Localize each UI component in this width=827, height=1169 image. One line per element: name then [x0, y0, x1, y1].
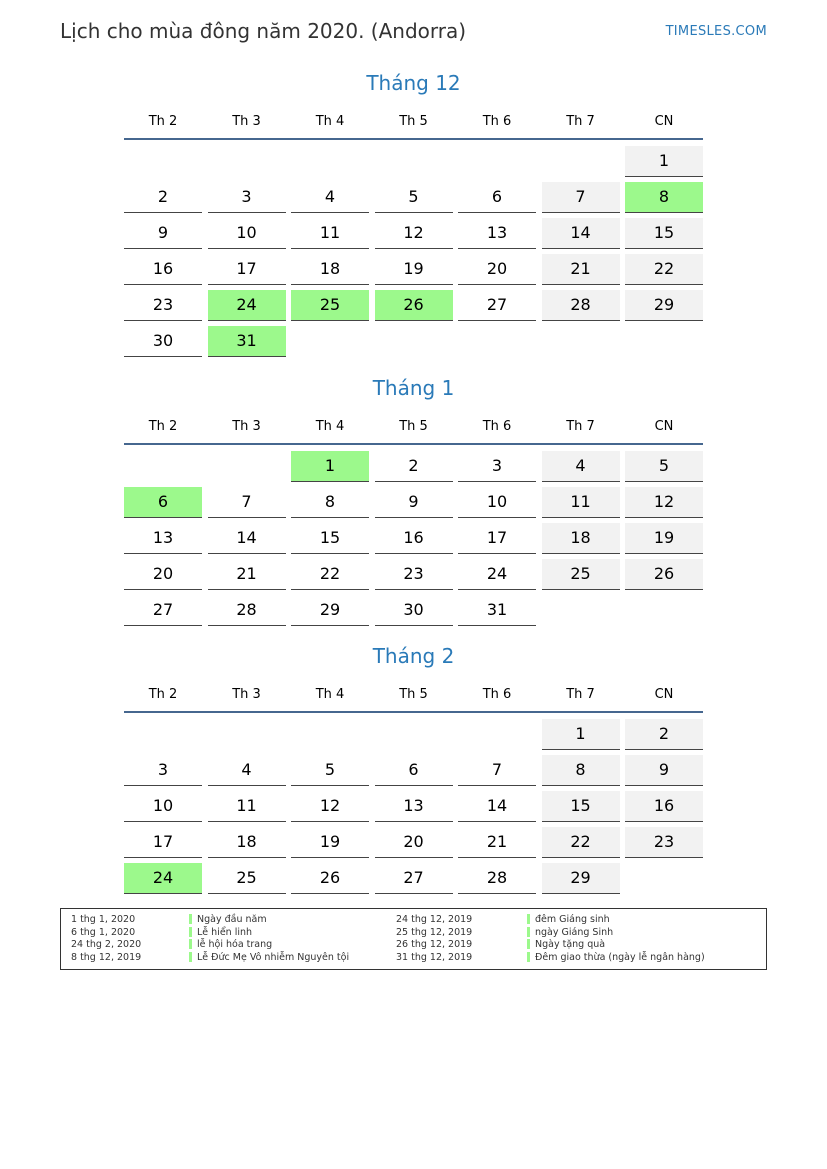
empty-day-cell [375, 326, 453, 356]
day-cell: 3 [124, 755, 202, 786]
weekday-label: Th 3 [232, 113, 261, 129]
legend-holiday-name: Ngày đầu năm [197, 914, 267, 925]
legend-date: 24 thg 12, 2019 [396, 914, 473, 925]
legend-holiday-marker [189, 914, 192, 966]
week-row [124, 594, 703, 630]
week-row [124, 826, 703, 862]
day-cell: 2 [375, 451, 453, 482]
legend-date: 1 thg 1, 2020 [71, 914, 136, 925]
weekday-label: Th 5 [399, 113, 428, 129]
month-calendar [124, 641, 703, 898]
week-row [124, 862, 703, 898]
day-cell: 28 [542, 290, 620, 321]
day-cell: 7 [458, 755, 536, 786]
day-cell: 9 [625, 755, 703, 786]
day-cell: 29 [542, 863, 620, 894]
legend-date: 8 thg 12, 2019 [71, 952, 142, 964]
day-cell: 13 [375, 791, 453, 822]
weekday-label: CN [654, 418, 674, 434]
empty-day-cell [291, 146, 369, 176]
weekday-label: Th 3 [232, 418, 261, 434]
day-cell: 9 [124, 218, 202, 249]
empty-day-cell [124, 719, 202, 749]
empty-day-cell [375, 146, 453, 176]
day-cell: 8 [291, 487, 369, 518]
empty-day-cell [124, 451, 202, 481]
empty-day-cell [208, 451, 286, 481]
weekday-label: CN [654, 686, 674, 702]
empty-day-cell [458, 326, 536, 356]
day-cell: 7 [542, 182, 620, 213]
day-cell: 19 [375, 254, 453, 285]
weekday-label: Th 6 [482, 418, 512, 434]
week-row [124, 754, 703, 790]
day-cell: 10 [124, 791, 202, 822]
weekday-header [124, 681, 703, 707]
day-cell: 14 [458, 791, 536, 822]
day-cell: 15 [542, 791, 620, 822]
legend-date: 25 thg 12, 2019 [396, 926, 473, 938]
weekday-label: Th 5 [399, 686, 428, 702]
weekday-label: Th 2 [148, 418, 178, 434]
weekday-header [124, 108, 703, 134]
day-cell: 17 [458, 523, 536, 554]
empty-day-cell [625, 326, 703, 356]
legend-dates-right [396, 914, 472, 965]
legend-holiday-name: Ngày tặng quà [535, 939, 606, 951]
legend-holiday-name: đêm Giáng sinh [535, 914, 610, 925]
brand-link[interactable]: TIMESLES.COM [665, 24, 767, 39]
day-cell: 1 [625, 146, 703, 177]
day-cell: 5 [291, 755, 369, 786]
day-cell: 15 [291, 523, 369, 554]
holiday-day-cell: 6 [124, 487, 202, 518]
weekday-label: Th 4 [315, 686, 345, 702]
day-cell: 15 [625, 218, 703, 249]
legend-date: 24 thg 2, 2020 [71, 939, 142, 951]
empty-day-cell [375, 719, 453, 749]
day-cell: 19 [291, 827, 369, 858]
empty-day-cell [625, 595, 703, 625]
day-cell: 11 [291, 218, 369, 249]
day-cell: 14 [208, 523, 286, 554]
empty-day-cell [291, 719, 369, 749]
day-cell: 16 [124, 254, 202, 285]
weekday-label: Th 7 [566, 113, 595, 129]
legend-holiday-name: ngày Giáng Sinh [535, 926, 614, 938]
day-cell: 26 [625, 559, 703, 590]
day-cell: 17 [208, 254, 286, 285]
legend-holiday-marker [527, 914, 530, 966]
day-cell: 21 [458, 827, 536, 858]
empty-day-cell [208, 146, 286, 176]
day-cell: 9 [375, 487, 453, 518]
day-cell: 6 [375, 755, 453, 786]
day-cell: 23 [124, 290, 202, 321]
weekday-label: Th 4 [315, 418, 345, 434]
week-row [124, 325, 703, 361]
empty-day-cell [208, 719, 286, 749]
day-cell: 12 [291, 791, 369, 822]
day-cell: 2 [124, 182, 202, 213]
holiday-day-cell: 24 [124, 863, 202, 894]
day-cell: 25 [542, 559, 620, 590]
day-cell: 13 [458, 218, 536, 249]
day-cell: 7 [208, 487, 286, 518]
legend-names-left [197, 914, 349, 965]
day-cell: 20 [458, 254, 536, 285]
day-cell: 4 [542, 451, 620, 482]
empty-day-cell [542, 146, 620, 176]
holiday-day-cell: 26 [375, 290, 453, 321]
day-cell: 4 [291, 182, 369, 213]
week-row [124, 289, 703, 325]
day-cell: 10 [458, 487, 536, 518]
day-cell: 4 [208, 755, 286, 786]
legend-date: 6 thg 1, 2020 [71, 926, 136, 938]
day-cell: 21 [542, 254, 620, 285]
day-cell: 31 [458, 595, 536, 626]
header-divider [124, 711, 703, 713]
day-cell: 29 [625, 290, 703, 321]
page-title: Lịch cho mùa đông năm 2020. (Andorra) [60, 19, 467, 43]
legend-names-right [535, 914, 705, 965]
day-cell: 3 [458, 451, 536, 482]
holiday-day-cell: 8 [625, 182, 703, 213]
day-cell: 27 [124, 595, 202, 626]
month-title: Tháng 12 [366, 71, 461, 95]
legend-date: 31 thg 12, 2019 [396, 952, 473, 964]
week-row [124, 558, 703, 594]
day-cell: 22 [291, 559, 369, 590]
day-cell: 18 [291, 254, 369, 285]
holiday-day-cell: 24 [208, 290, 286, 321]
legend-holiday-name: Lễ hiển linh [197, 926, 253, 938]
week-row [124, 217, 703, 253]
month-calendar [124, 373, 703, 630]
day-cell: 16 [375, 523, 453, 554]
month-calendar [124, 68, 703, 361]
weekday-label: Th 6 [482, 686, 512, 702]
day-cell: 29 [291, 595, 369, 626]
legend-holiday-name: lễ hội hóa trang [197, 939, 273, 951]
week-row [124, 486, 703, 522]
day-cell: 24 [458, 559, 536, 590]
holiday-day-cell: 31 [208, 326, 286, 357]
day-cell: 6 [458, 182, 536, 213]
day-cell: 14 [542, 218, 620, 249]
day-cell: 1 [542, 719, 620, 750]
day-cell: 21 [208, 559, 286, 590]
weekday-label: Th 7 [566, 686, 595, 702]
week-row [124, 790, 703, 826]
header-divider [124, 443, 703, 445]
empty-day-cell [625, 863, 703, 893]
day-cell: 5 [375, 182, 453, 213]
empty-day-cell [542, 326, 620, 356]
day-cell: 3 [208, 182, 286, 213]
day-cell: 28 [458, 863, 536, 894]
day-cell: 19 [625, 523, 703, 554]
day-cell: 25 [208, 863, 286, 894]
empty-day-cell [458, 146, 536, 176]
day-cell: 17 [124, 827, 202, 858]
weekday-label: CN [654, 113, 674, 129]
weekday-label: Th 3 [232, 686, 261, 702]
empty-day-cell [124, 146, 202, 176]
week-row [124, 718, 703, 754]
weekday-label: Th 5 [399, 418, 428, 434]
weekday-label: Th 6 [482, 113, 512, 129]
empty-day-cell [542, 595, 620, 625]
day-cell: 11 [208, 791, 286, 822]
day-cell: 27 [375, 863, 453, 894]
legend-holiday-name: Đêm giao thừa (ngày lễ ngân hàng) [535, 952, 705, 964]
day-cell: 27 [458, 290, 536, 321]
empty-day-cell [291, 326, 369, 356]
weekday-label: Th 7 [566, 418, 595, 434]
holiday-day-cell: 1 [291, 451, 369, 482]
day-cell: 12 [375, 218, 453, 249]
day-cell: 5 [625, 451, 703, 482]
day-cell: 22 [542, 827, 620, 858]
week-row [124, 450, 703, 486]
header-divider [124, 138, 703, 140]
empty-day-cell [458, 719, 536, 749]
weekday-label: Th 2 [148, 113, 178, 129]
weekday-header [124, 413, 703, 439]
day-cell: 12 [625, 487, 703, 518]
week-row [124, 145, 703, 181]
month-title: Tháng 1 [372, 376, 455, 400]
week-row [124, 181, 703, 217]
day-cell: 22 [625, 254, 703, 285]
day-cell: 20 [375, 827, 453, 858]
day-cell: 30 [124, 326, 202, 357]
holiday-day-cell: 25 [291, 290, 369, 321]
legend-dates-left [71, 914, 141, 965]
weekday-label: Th 4 [315, 113, 345, 129]
day-cell: 2 [625, 719, 703, 750]
day-cell: 23 [625, 827, 703, 858]
legend-date: 26 thg 12, 2019 [396, 939, 473, 951]
day-cell: 28 [208, 595, 286, 626]
day-cell: 8 [542, 755, 620, 786]
day-cell: 13 [124, 523, 202, 554]
day-cell: 20 [124, 559, 202, 590]
day-cell: 11 [542, 487, 620, 518]
holiday-legend [60, 908, 767, 970]
week-row [124, 253, 703, 289]
day-cell: 23 [375, 559, 453, 590]
day-cell: 16 [625, 791, 703, 822]
day-cell: 18 [208, 827, 286, 858]
day-cell: 30 [375, 595, 453, 626]
day-cell: 26 [291, 863, 369, 894]
day-cell: 10 [208, 218, 286, 249]
month-title: Tháng 2 [372, 644, 455, 668]
day-cell: 18 [542, 523, 620, 554]
week-row [124, 522, 703, 558]
weekday-label: Th 2 [148, 686, 178, 702]
legend-holiday-name: Lễ Đức Mẹ Vô nhiễm Nguyên tội [197, 952, 350, 964]
